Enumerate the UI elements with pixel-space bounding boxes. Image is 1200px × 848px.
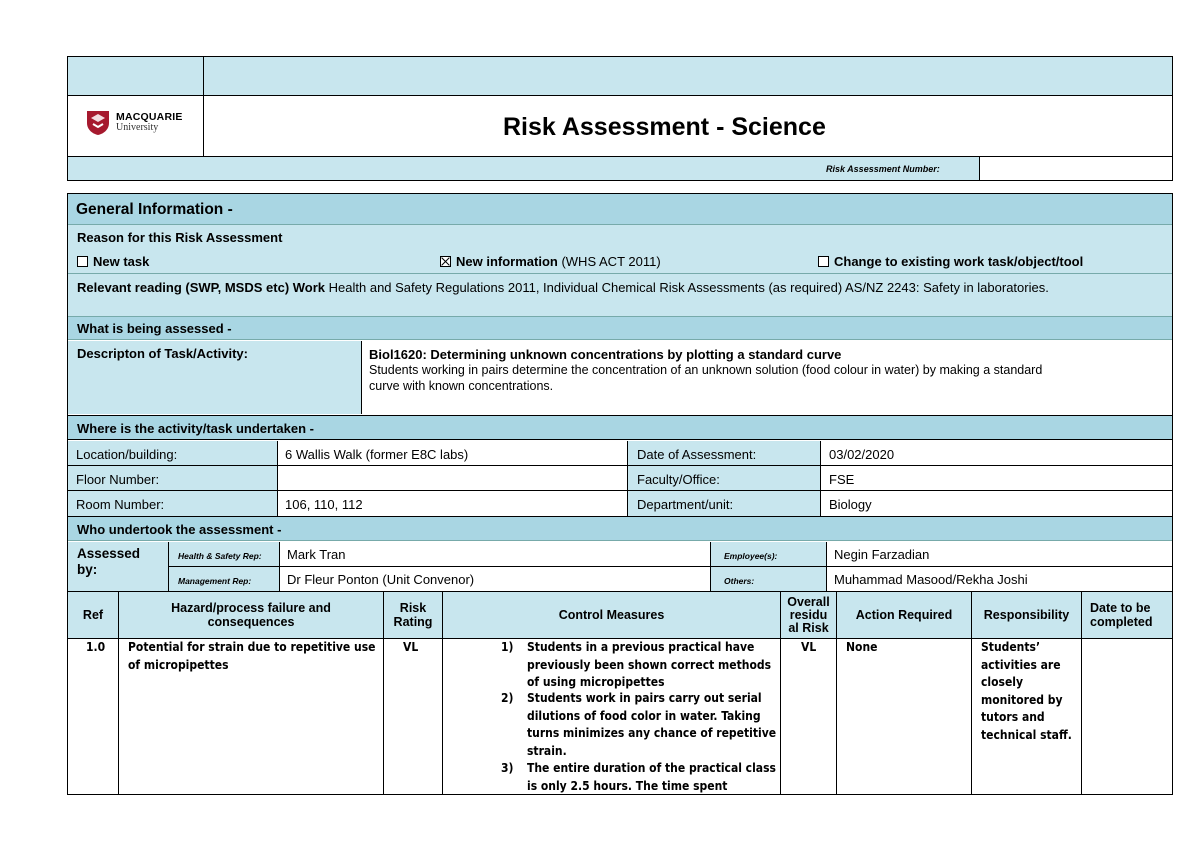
row-ref: 1.0: [86, 640, 106, 654]
mgmt-rep-value[interactable]: Dr Fleur Ponton (Unit Convenor): [287, 572, 475, 587]
assessed-heading: What is being assessed -: [77, 321, 232, 336]
control-3-text: The entire duration of the practical class is only 2.5 hours. The time spent: [527, 761, 776, 793]
control-2-num: 2): [501, 691, 514, 705]
header-divider: [203, 56, 204, 157]
dept-value[interactable]: Biology: [829, 497, 872, 512]
control-3-num: 3): [501, 761, 514, 775]
relevant-reading: Relevant reading (SWP, MSDS etc) Work Health and Safety Regulations 2011, Individual Chemical Risk Assessments (as required) AS/NZ 2243: Safety in laboratories.: [77, 280, 1049, 295]
mgmt-rep-label: Management Rep:: [178, 576, 252, 586]
col-hazard: Hazard/process failure and consequences: [171, 601, 331, 629]
faculty-value[interactable]: FSE: [829, 472, 855, 487]
task-title: Biol1620: Determining unknown concentrations by plotting a standard curve: [369, 347, 842, 362]
dept-label: Department/unit:: [637, 497, 734, 512]
location-value[interactable]: 6 Wallis Walk (former E8C labs): [285, 447, 469, 462]
page-title: Risk Assessment - Science: [503, 113, 826, 141]
room-value[interactable]: 106, 110, 112: [285, 497, 363, 512]
row-responsibility: Students’ activities are closely monitored by tutors and technical staff.: [981, 640, 1072, 742]
ra-number-label: Risk Assessment Number:: [826, 164, 940, 174]
task-description-line2: curve with known concentrations.: [369, 379, 554, 393]
row-risk-rating: VL: [403, 640, 419, 654]
col-responsibility: Responsibility: [983, 608, 1070, 622]
shield-logo-icon: [86, 110, 110, 136]
option-new-information[interactable]: New information (WHS ACT 2011): [440, 254, 661, 269]
assessed-by-label: Assessed by:: [77, 546, 141, 577]
description-label: Descripton of Task/Activity:: [77, 346, 248, 361]
col-date-completed: Date to be completed: [1090, 601, 1153, 629]
ra-number-field[interactable]: [979, 157, 1172, 180]
change-existing-checkbox[interactable]: [818, 256, 829, 267]
logo-sub: University: [116, 122, 159, 133]
control-1-text: Students in a previous practical have previously been shown correct methods of using micropipettes: [527, 640, 772, 689]
new-task-checkbox[interactable]: [77, 256, 88, 267]
where-heading: Where is the activity/task undertaken -: [77, 421, 314, 436]
faculty-label: Faculty/Office:: [637, 472, 720, 487]
new-information-checkbox-checked[interactable]: [440, 256, 451, 267]
floor-label: Floor Number:: [76, 472, 160, 487]
employee-label: Employee(s):: [724, 551, 778, 561]
row-overall-risk: VL: [801, 640, 817, 654]
employee-value[interactable]: Negin Farzadian: [834, 547, 930, 562]
location-label: Location/building:: [76, 447, 178, 462]
assessed-header: [68, 316, 1172, 340]
date-value[interactable]: 03/02/2020: [829, 447, 895, 462]
university-logo: [86, 110, 196, 140]
others-value[interactable]: Muhammad Masood/Rekha Joshi: [834, 572, 1028, 587]
col-action-required: Action Required: [855, 608, 953, 622]
col-ref: Ref: [82, 608, 104, 622]
col-control-measures: Control Measures: [558, 608, 665, 622]
hs-rep-value[interactable]: Mark Tran: [287, 547, 346, 562]
control-1-num: 1): [501, 640, 514, 654]
reason-label: Reason for this Risk Assessment: [77, 230, 283, 245]
room-label: Room Number:: [76, 497, 165, 512]
col-overall-residual: Overall residu al Risk: [787, 594, 830, 635]
option-new-task[interactable]: New task: [77, 254, 149, 269]
date-label: Date of Assessment:: [637, 447, 757, 462]
row-hazard: Potential for strain due to repetitive use of micropipettes: [128, 640, 376, 672]
who-heading: Who undertook the assessment -: [77, 522, 282, 537]
row-action: None: [846, 640, 878, 654]
general-info-header: [68, 194, 1172, 225]
others-label: Others:: [724, 576, 755, 586]
option-change-existing[interactable]: Change to existing work task/object/tool: [818, 254, 1083, 269]
task-description-line1: Students working in pairs determine the concentration of an unknown solution (food colour in water) by making a standard: [369, 363, 1043, 377]
control-2-text: Students work in pairs carry out serial dilutions of food color in water. Taking turns minimizes any chance of repetitive strain.: [527, 691, 777, 758]
logo-name: MACQUARIE: [116, 111, 183, 123]
col-risk-rating: Risk Rating: [393, 601, 433, 629]
general-info-heading: General Information -: [76, 201, 233, 218]
hs-rep-label: Health & Safety Rep:: [178, 551, 262, 561]
